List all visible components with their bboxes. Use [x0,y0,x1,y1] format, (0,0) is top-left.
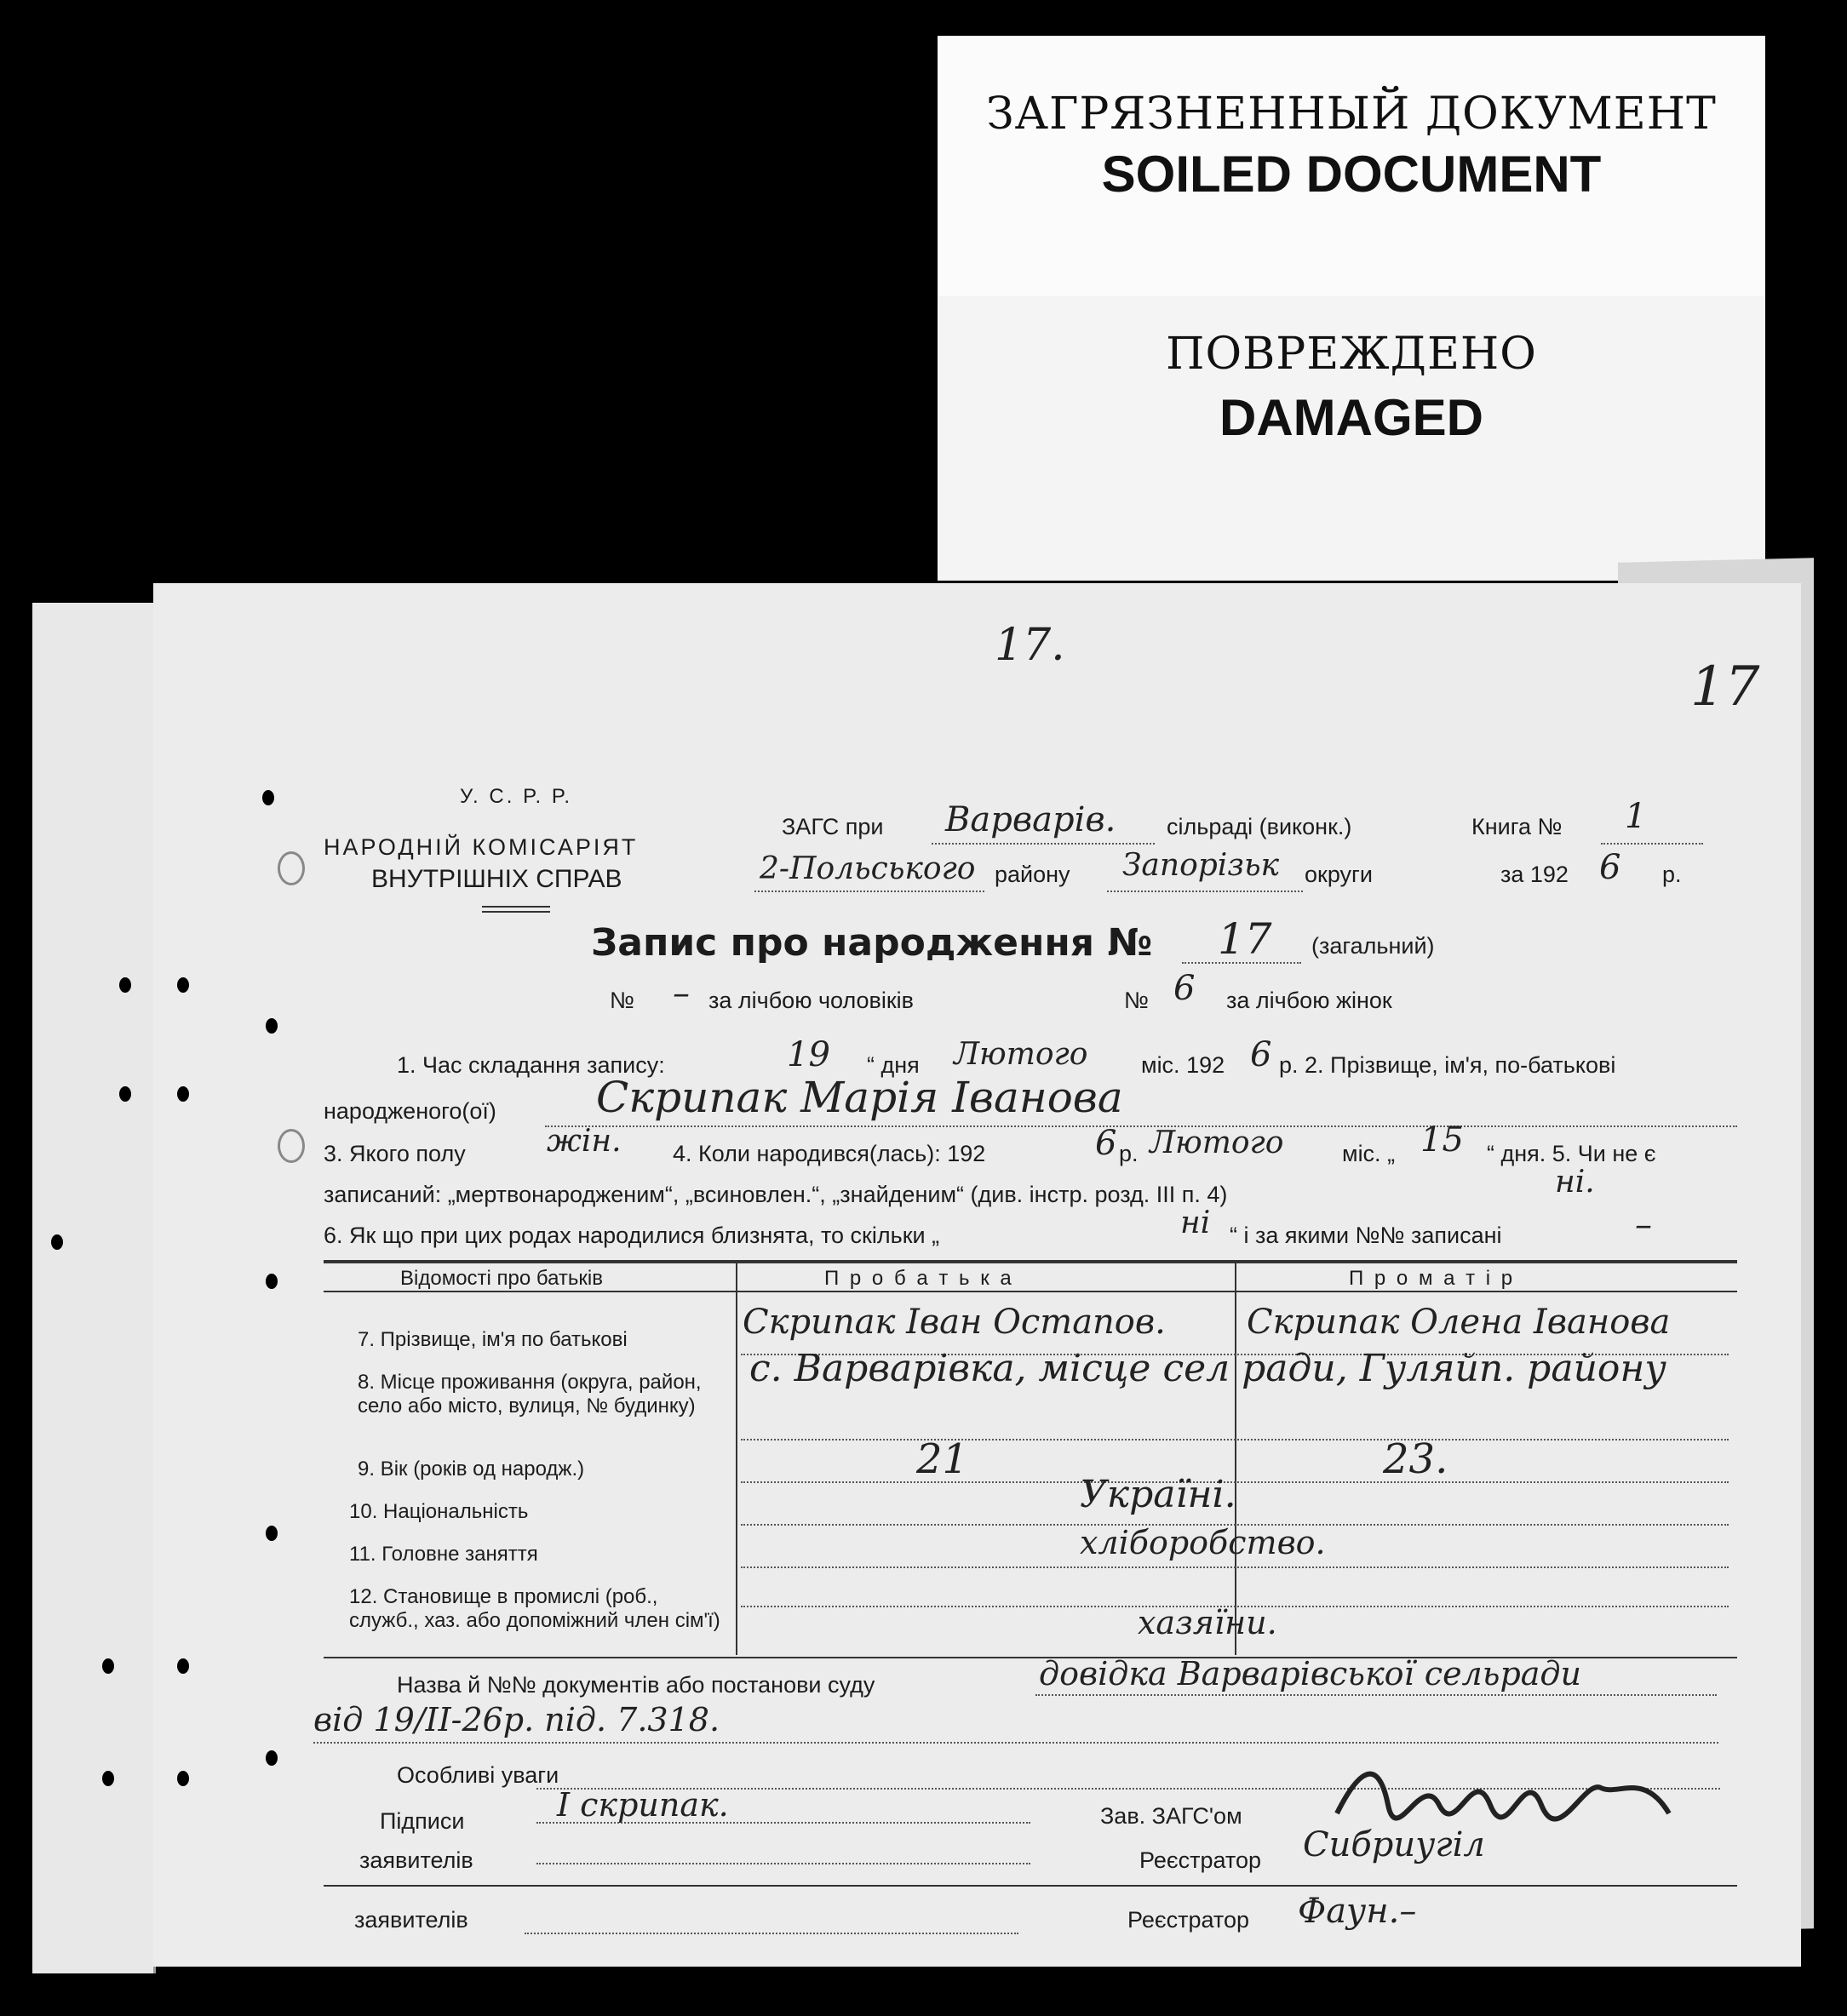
f3-sex: жін. [547,1124,622,1159]
dotted-line [1182,962,1301,964]
table-row-label: 7. Прізвище, ім'я по батькові [358,1328,628,1351]
binding-hole [102,1771,114,1786]
father-name: Скрипак Іван Остапов. [743,1303,1166,1342]
female-count-label: за лічбою жінок [1226,988,1392,1013]
f4-day: 15 [1420,1120,1464,1160]
republic-label: У. С. Р. Р. [460,785,573,808]
dotted-line [1107,891,1303,892]
district-label: району [995,862,1070,887]
registrar-signature-2: Фаун.– [1298,1892,1417,1931]
dotted-line [741,1566,1729,1568]
zags-head-label: Зав. ЗАГС'ом [1100,1803,1242,1829]
zags-suffix: сільраді (виконк.) [1167,814,1352,839]
signatures-label: Підписи [380,1808,465,1834]
binding-hole [266,1526,278,1541]
dotted-line [545,1125,1737,1127]
table-row-label: 9. Вік (років од народж.) [358,1458,585,1480]
f4-label: 4. Коли народився(лась): 192 [673,1141,986,1166]
male-count-prefix: № [610,988,634,1013]
header-divider [482,906,550,908]
book-number: 1 [1625,797,1647,836]
f6-numbers: – [1635,1206,1652,1245]
record-title: Запис про народження № [591,921,1153,965]
binding-hole [177,1771,189,1786]
documents-label: Назва й №№ документів або постанови суду [397,1672,875,1698]
documents-value-line2: від 19/ІІ-26р. під. 7.318. [313,1701,720,1738]
dotted-line [536,1822,1030,1824]
dotted-line [741,1606,1729,1607]
f1-year: 6 [1250,1035,1272,1074]
commissariat-line2: ВНУТРІШНІХ СПРАВ [371,865,622,893]
soiled-document-label [938,36,1765,317]
dotted-line [313,1742,1718,1744]
f6-twins: ні [1180,1206,1211,1240]
f3-label: 3. Якого полу [324,1141,466,1166]
table-top-rule [324,1260,1737,1263]
binding-hole [262,790,274,805]
mother-name: Скрипак Олена Іванова [1247,1303,1671,1342]
f5-label: “ дня. 5. Чи не є [1487,1141,1656,1166]
special-notes-label: Особливі уваги [397,1762,559,1788]
header-divider [482,911,550,913]
table-header-mother: П р о м а т і р [1349,1267,1516,1290]
registrar-signature: Сибриугіл [1303,1825,1485,1864]
table-header-info: Відомості про батьків [400,1267,603,1290]
okrug-label: округи [1305,862,1373,887]
f1-day: 19 [787,1035,830,1074]
binding-hole [266,1750,278,1766]
female-count-prefix: № [1124,988,1149,1013]
binding-hole [266,1274,278,1289]
binding-strip [32,603,156,1973]
table-header-father: П р о б а т ь к а [824,1267,1014,1290]
registrar-label-2: Реєстратор [1127,1907,1250,1933]
occupation: хліборобство. [1080,1524,1326,1561]
dotted-line [1601,843,1703,845]
binding-hole [177,1086,189,1102]
mother-age: 23. [1383,1435,1448,1483]
binding-hole [177,1658,189,1674]
f6-label2: “ і за якими №№ записані [1230,1223,1502,1248]
table-row-label: 12. Становище в промислі (роб., служб., хаз. або допоміжний член сім'ї) [349,1585,720,1632]
year-suffix: р. [1662,862,1682,887]
f2-label: народженого(ої) [324,1098,496,1124]
dotted-line [525,1933,1018,1934]
damaged-document-label [938,296,1765,581]
table-column-divider [736,1263,737,1655]
dotted-line [1035,1694,1717,1696]
table-row-label: 8. Місце проживання (округа, район, село або місто, вулиця, № будинку) [358,1371,702,1418]
father-age: 21 [916,1435,969,1483]
f5-question: записаний: „мертвонародженим“, „всиновлен.“, „знайденим“ (див. інстр. розд. III п. 4) [324,1182,1228,1207]
f2-child-name: Скрипак Марія Іванова [596,1073,1123,1122]
head-signature [1328,1754,1686,1830]
year-label: за 192 [1500,862,1569,887]
soiled-label-en: SOILED DOCUMENT [1101,146,1602,203]
f1-year-suffix: р. 2. Прізвище, ім'я, по-батькові [1279,1052,1616,1078]
nationality: Україні. [1080,1473,1236,1516]
damaged-label-en: DAMAGED [1219,389,1483,446]
binding-hole [51,1234,63,1250]
f1-day-label: “ дня [867,1052,920,1078]
dotted-line [754,891,984,892]
book-label: Книга № [1471,814,1563,839]
binding-hole [102,1658,114,1674]
damaged-label-ru: ПОВРЕЖДЕНО [1166,329,1537,380]
female-count-value: 6 [1173,969,1196,1008]
page-number-center: 17. [995,620,1065,671]
table-row-label: 10. Національність [349,1500,529,1523]
f5-answer: ні. [1555,1165,1595,1200]
dotted-line [932,843,1155,845]
applicant-signature: І скрипак. [557,1786,729,1824]
f1-month: Лютого [954,1037,1088,1072]
binding-ring [278,851,305,885]
table-header-rule [324,1291,1737,1292]
okrug-name: Запорізьк [1122,848,1280,883]
table-column-divider [1235,1263,1236,1655]
f4-month: Лютого [1150,1125,1284,1160]
commissariat-line1: НАРОДНІЙ КОМІСАРІЯТ [324,834,639,860]
table-row-label: 11. Головне заняття [349,1543,538,1566]
male-count-value: – [673,974,690,1013]
f1-label: 1. Час складання запису: [397,1052,665,1078]
f1-month-label: міс. 192 [1141,1052,1225,1078]
year-digit: 6 [1599,848,1621,887]
zags-village: Варварів. [945,800,1116,839]
applicants-label: заявителів [359,1847,473,1873]
male-count-label: за лічбою чоловіків [708,988,915,1013]
documents-value: довідка Варварівської сельради [1039,1655,1581,1692]
father-residence: с. Варварівка, місце сел ради, Гуляйп. району [749,1347,1666,1390]
soiled-label-ru: ЗАГРЯЗНЕННЫЙ ДОКУМЕНТ [986,89,1717,140]
f4-month-label: міс. „ [1342,1141,1396,1166]
binding-hole [119,1086,131,1102]
page-number-right: 17 [1690,656,1760,719]
dotted-line [741,1439,1729,1440]
registrar-label: Реєстратор [1139,1847,1262,1873]
f6-label: 6. Як що при цих родах народилися близнята, то скільки „ [324,1223,940,1248]
record-number: 17 [1218,914,1272,964]
zags-prefix: ЗАГС при [782,814,884,839]
binding-ring [278,1129,305,1163]
f4-year-suffix: р. [1119,1141,1139,1166]
industry-status: хазяїни. [1138,1604,1277,1641]
binding-hole [266,1018,278,1034]
binding-hole [177,977,189,993]
applicants-label-2: заявителів [354,1907,468,1933]
record-general: (загальний) [1311,933,1435,959]
district-name: 2-Польського [760,851,976,886]
f4-year: 6 [1095,1124,1117,1163]
binding-hole [119,977,131,993]
form-bottom-rule [324,1885,1737,1887]
dotted-line [536,1863,1030,1864]
